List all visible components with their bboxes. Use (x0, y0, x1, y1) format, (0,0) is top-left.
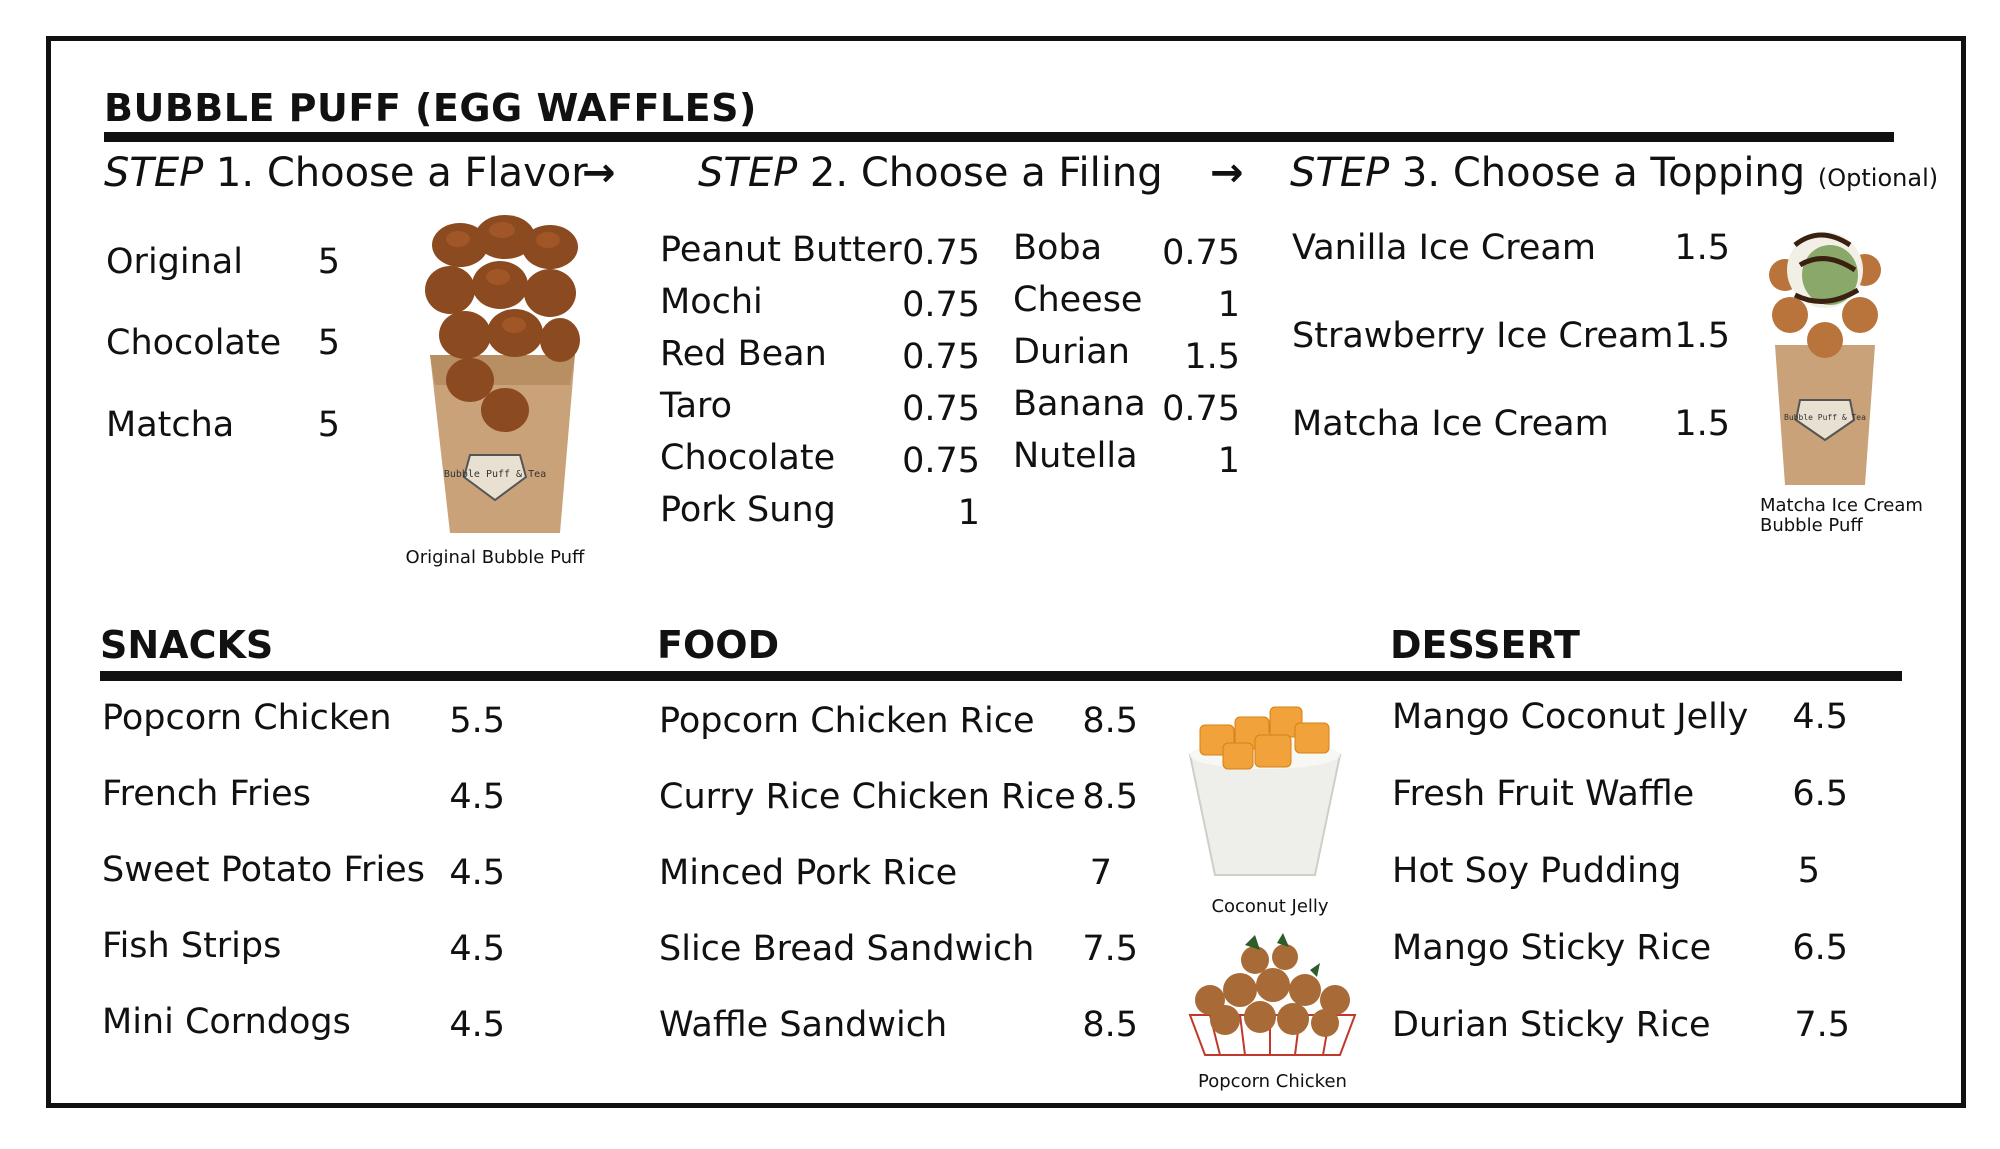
arrow-right-icon: → (1210, 150, 1244, 196)
snack-price: 4.5 (449, 853, 505, 893)
flavor-price: 5 (317, 405, 340, 445)
caption-coconut-jelly: Coconut Jelly (1211, 896, 1329, 917)
food-name: Slice Bread Sandwich (659, 929, 1035, 969)
topping-name: Vanilla Ice Cream (1292, 228, 1596, 268)
filling-name: Red Bean (660, 334, 827, 374)
filling-price: 1 (957, 493, 980, 533)
food-name: Waffle Sandwich (659, 1005, 948, 1045)
dessert-name: Mango Sticky Rice (1392, 928, 1712, 968)
filling-price: 0.75 (902, 389, 980, 429)
page-title: BUBBLE PUFF (EGG WAFFLES) (104, 86, 757, 130)
flavor-name: Chocolate (106, 323, 282, 363)
snack-price: 4.5 (449, 1005, 505, 1045)
dessert-price: 6.5 (1792, 928, 1848, 968)
filling-name: Durian (1013, 332, 1130, 372)
filling-name: Cheese (1013, 280, 1143, 320)
food-price: 7.5 (1082, 929, 1138, 969)
flavor-price: 5 (317, 323, 340, 363)
filling-name: Chocolate (660, 438, 836, 478)
food-name: Popcorn Chicken Rice (659, 701, 1035, 741)
flavor-price: 5 (317, 242, 340, 282)
snack-price: 5.5 (449, 701, 505, 741)
dessert-name: Fresh Fruit Waffle (1392, 774, 1695, 814)
food-price: 8.5 (1082, 701, 1138, 741)
filling-name: Mochi (660, 282, 763, 322)
step-3-heading: STEP 3. Choose a Topping (Optional) (1290, 150, 1939, 196)
matcha-ice-cream-bubble-puff-image (1760, 215, 1890, 490)
filling-price: 1 (1217, 441, 1240, 481)
topping-price: 1.5 (1674, 316, 1730, 356)
coconut-jelly-image (1175, 695, 1355, 885)
caption-original: Original Bubble Puff (405, 547, 585, 568)
arrow-right-icon: → (582, 150, 616, 196)
caption-popcorn-chicken: Popcorn Chicken (1198, 1071, 1347, 1092)
filling-price: 0.75 (902, 441, 980, 481)
topping-price: 1.5 (1674, 228, 1730, 268)
snack-price: 4.5 (449, 777, 505, 817)
food-price: 7 (1089, 853, 1112, 893)
section-food: FOOD (657, 623, 780, 667)
svg-text:Bubble Puff & Tea: Bubble Puff & Tea (1784, 413, 1866, 422)
section-rule (100, 671, 1902, 681)
filling-price: 1 (1217, 285, 1240, 325)
section-snacks: SNACKS (100, 623, 274, 667)
filling-price: 0.75 (902, 285, 980, 325)
filling-price: 1.5 (1184, 337, 1240, 377)
dessert-price: 4.5 (1792, 697, 1848, 737)
food-price: 8.5 (1082, 777, 1138, 817)
original-bubble-puff-image (410, 215, 595, 540)
filling-price: 0.75 (1162, 233, 1240, 273)
header-rule (104, 132, 1894, 142)
snack-name: French Fries (102, 774, 311, 814)
food-name: Minced Pork Rice (659, 853, 958, 893)
step-2-heading: STEP 2. Choose a Filing (698, 150, 1163, 196)
flavor-name: Original (106, 242, 243, 282)
dessert-name: Mango Coconut Jelly (1392, 697, 1749, 737)
filling-price: 0.75 (902, 337, 980, 377)
food-name: Curry Rice Chicken Rice (659, 777, 1076, 817)
flavor-name: Matcha (106, 405, 235, 445)
dessert-price: 5 (1797, 851, 1820, 891)
filling-price: 0.75 (1162, 389, 1240, 429)
dessert-price: 7.5 (1794, 1005, 1850, 1045)
snack-name: Popcorn Chicken (102, 698, 392, 738)
caption-matcha: Matcha Ice Cream Bubble Puff (1760, 495, 1923, 536)
snack-price: 4.5 (449, 929, 505, 969)
filling-name: Nutella (1013, 436, 1138, 476)
snack-name: Fish Strips (102, 926, 282, 966)
step-1-heading: STEP 1. Choose a Flavor (104, 150, 588, 196)
dessert-name: Hot Soy Pudding (1392, 851, 1682, 891)
optional-note: (Optional) (1817, 164, 1939, 192)
topping-price: 1.5 (1674, 404, 1730, 444)
snack-name: Mini Corndogs (102, 1002, 351, 1042)
filling-name: Boba (1013, 228, 1103, 268)
topping-name: Matcha Ice Cream (1292, 404, 1609, 444)
popcorn-chicken-image (1185, 935, 1360, 1060)
filling-name: Pork Sung (660, 490, 836, 530)
food-price: 8.5 (1082, 1005, 1138, 1045)
dessert-name: Durian Sticky Rice (1392, 1005, 1711, 1045)
filling-name: Taro (660, 386, 733, 426)
filling-price: 0.75 (902, 233, 980, 273)
section-dessert: DESSERT (1390, 623, 1580, 667)
dessert-price: 6.5 (1792, 774, 1848, 814)
filling-name: Peanut Butter (660, 230, 902, 270)
topping-name: Strawberry Ice Cream (1292, 316, 1674, 356)
filling-name: Banana (1013, 384, 1146, 424)
snack-name: Sweet Potato Fries (102, 850, 425, 890)
svg-text:Bubble Puff & Tea: Bubble Puff & Tea (443, 469, 547, 480)
